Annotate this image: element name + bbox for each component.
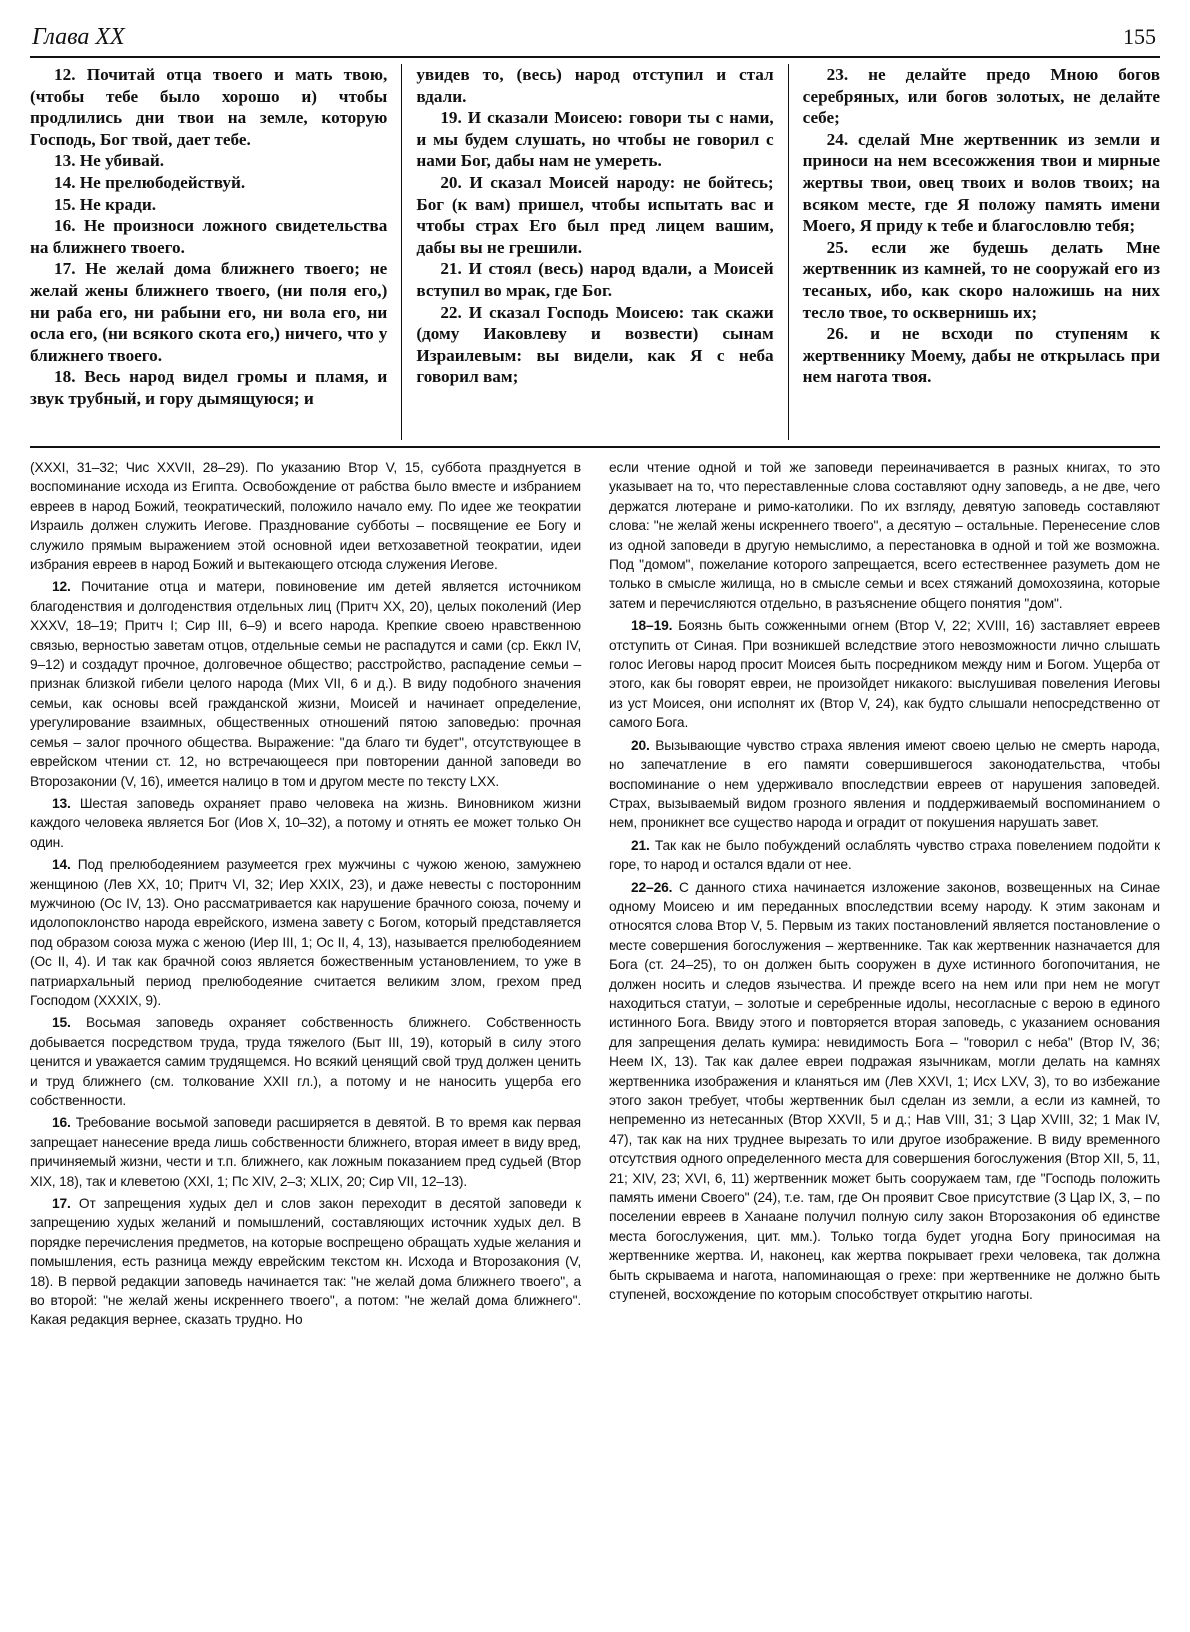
commentary-paragraph [30,1013,581,1110]
commentary-left-column [30,458,581,1618]
verse: 26. и не всходи по ступеням к жертвеннику Моему, дабы не открылась при нем нагота твоя. [802,324,1160,387]
verse-number: 18–19. [631,618,673,634]
verse: 12. Почитай отца твоего и мать твою, (чтобы тебе было хорошо и) чтобы продлились дни твои на земле, которую Господь, Бог твой, дает тебе. [30,65,388,149]
commentary-paragraph [609,836,1160,875]
section-divider [30,446,1160,448]
scripture-column-2 [401,64,788,440]
verse: 25. если же будешь делать Мне жертвенник из камней, то не сооружай его из тесаных, ибо, как скоро наложишь на них тесло твое, то осквернишь их; [802,237,1160,322]
verse: 20. И сказал Моисей народу: не бойтесь; Бог (к вам) пришел, чтобы испытать вас и чтобы страх Его был пред лицем вашим, дабы вы не грешили. [416,172,774,257]
verse-number: 21. [631,837,650,853]
verse-number: 20. [631,737,650,753]
paragraph-text: Вызывающие чувство страха явления имеют своею целью не смерть народа, но запечатление в его памяти совершившегося законодательства, чтобы воспоминание о нем удерживало впоследствии евреев от нарушения заповедей. Страх, вызываемый видом грозного явления и поддерживаемый воспоминанием о нем, проникнет все существо народа и оградит от покушения нарушать завет. [609,737,1160,831]
verse: 24. сделай Мне жертвенник из земли и приноси на нем всесожжения твои и мирные жертвы твои, овец твоих и волов твоих; на всяком месте, где Я положу память имени Моего, Я приду к тебе и благословлю тебя; [802,129,1160,236]
commentary-paragraph [609,878,1160,1305]
commentary [30,458,1160,1618]
verse: 18. Весь народ видел громы и пламя, и звук трубный, и гору дымящуюся; и [30,367,388,408]
paragraph-text: Боязнь быть сожженными огнем (Втор V, 22; XVIII, 16) заставляет евреев отступить от Синая. При возникшей вследствие этого невозможности лично слышать голос Иеговы народ просит Моисея быть посредником между ним и Богом. Ущерба от этого, как бы говорят евреи, не произойдет никакого: выслушивая повеления Иеговы из уст Моисея, они исполнят их (Втор V, 24), как будто слышали непосредственно от самого Бога. [609,618,1160,731]
verse-number: 13. [52,795,71,811]
verse: 15. Не кради. [54,194,157,214]
commentary-paragraph [609,736,1160,833]
verse-number: 14. [52,857,71,873]
commentary-paragraph [30,577,581,790]
commentary-paragraph [30,458,581,574]
commentary-paragraph [30,855,581,1010]
verse: 22. И сказал Господь Моисею: так скажи (дому Иаковлеву и возвести) сынам Израилевым: вы видели, как Я с неба говорил вам; [416,302,774,387]
paragraph-text: С данного стиха начинается изложение законов, возвещенных на Синае одному Моисею и им переданных впоследствии всему народу. К этим законам и относятся слова Втор V, 5. Первым из таких постановлений является постановление о месте совершения богослужения – жертвеннике. Так как жертвенник назначается для Бога (ст. 24–25), то он должен быть сооружен в духе истинного богопочитания, не должен носить и следов язычества. И прежде всего на нем или при нем не могут находиться статуи, – золотые и серебренные идолы, несогласные с верою в единого истинного Бога. Ввиду этого и повторяется вторая заповедь, с указанием основания для запрещения делать кумира: невидимость Бога – "говорил с неба" (Втор IV, 36; Неем IX, 13). Так как далее евреи подражая язычникам, могли делать на камнях жертвенника изображения и кланяться им (Лев XXVI, 1; Исх LXV, 3), то во избежание этого закон требует, чтобы жертвенник был сделан из земли, а если из камней, то непременно из нетесанных (Втор XXVII, 5 и д.; Нав VIII, 31; 3 Цар XVIII, 32; 1 Мак IV, 47), так как на них труднее вырезать то или другое изображение. В виду временного отсутствия одного определенного места для совершения богослужения (Втор XII, 5, 11, 21; XIV, 23; XVI, 6, 11) жертвенник может быть сооружаем там, где "Господь положить память имени Своего" (24), т.е. там, где Он проявит Свое присутствие (3 Цар IX, 3, – по поселении евреев в Ханаане получил полную силу закон Второзакония об единстве места богослужения, цит. мм.). Только тогда будет угодна Богу приносимая на жертвеннике жертва. И, наконец, как жертва покрывает грехи человека, так должна быть скрываема и нагота, напоминающая о грехе: при жертвеннике не должно быть ступеней, восхождение по которым способствует открытию наготы. [609,879,1160,1303]
verse-number: 12. [52,579,71,595]
paragraph-text: Почитание отца и матери, повиновение им детей является источником благоденствия и долгоденствия отдельных лиц (Притч XX, 20), целых поколений (Иер XXXV, 18–19; Притч I; Сир III, 6–9) и всего народа. Крепкие своею нравственною связью, верностью заветам отцов, отдельные семьи не распадутся и сами (ср. Еккл IV, 9–12) и создадут прочное, долговечное общество; расстройство, распадение семьи – признак близкой гибели целого народа (Мих VII, 6 и д.). В виду подобного значения семьи, как основы всей гражданской жизни, Моисей и начинает определение, урегулирование взаимных, общественных отношений пятою заповедью: прочная семья – залог прочного общества. Выражение: "да благо ти будет", отсутствующее в еврейском чтении ст. 12, но встречающееся при повторении данной заповеди во Второзаконии (V, 16), имеется налицо в том и другом месте по тексту LXX. [30,579,581,789]
verse-number: 16. [52,1115,71,1131]
paragraph-text: Шестая заповедь охраняет право человека на жизнь. Виновником жизни каждого человека является Бог (Иов X, 10–32), а потому и отнять ее может только Он один. [30,795,581,850]
commentary-right-column [609,458,1160,1618]
chapter-title: Глава XX [32,24,125,50]
page-number: 155 [1123,24,1156,49]
verse: 21. И стоял (весь) народ вдали, а Моисей вступил во мрак, где Бог. [416,259,774,300]
commentary-paragraph [30,1113,581,1191]
verse: 19. И сказали Моисею: говори ты с нами, и мы будем слушать, но чтобы не говорил с нами Бог, дабы нам не умереть. [416,108,774,171]
verse: 14. Не прелюбодействуй. [54,172,246,192]
verse: увидев то, (весь) народ отступил и стал вдали. [416,65,774,106]
verse: 17. Не желай дома ближнего твоего; не желай жены ближнего твоего, (ни поля его,) ни раба его, ни рабыни его, ни вола его, ни осла его, (ни всякого скота его,) ничего, что у ближнего твоего. [30,259,388,365]
verse-number: 22–26. [631,879,673,895]
verse-number: 17. [52,1196,71,1212]
scripture-column-3 [789,64,1160,440]
paragraph-text: если чтение одной и той же заповеди переиначивается в разных книгах, то это указывает на то, что переставленные слова составляют одну заповедь, а не две, чего держатся лютеране и римо-католики. По их взгляду, девятую заповедь составляют слова: "не желай жены искреннего твоего", а десятую – остальные. Перенесение слов из одной заповеди в другую немыслимо, а перестановка в одной и той же возможна. Под "домом", пожелание которого запрещается, всего естественнее разуметь дом не только в смысле жилища, но в смысле семьи и всех стяжаний домохозяина, которые затем и перечисляются отдельно, в разъяснение общего понятия "дом". [609,460,1160,611]
commentary-paragraph [30,794,581,852]
paragraph-text: Требование восьмой заповеди расширяется в девятой. В то время как первая запрещает нанесение вреда лишь собственности ближнего, вторая имеет в виду вред, причиняемый жизни, чести и т.п. ближнего, как ложным показанием пред судьей (Втор XIX, 18), так и клеветою (XXI, 1; Пс XIV, 2–3; XLIX, 20; Сир VII, 12–13). [30,1115,581,1189]
paragraph-text: От запрещения худых дел и слов закон переходит в десятой заповеди к запрещению худых желаний и помышлений, составляющих источник худых дел. В порядке перечисления предметов, на которые воспрещено обращать худые желания и помышления, есть разница между еврейским текстом кн. Исхода и Второзакония (V, 18). В первой редакции заповедь начинается так: "не желай дома ближнего твоего", а во второй: "не желай жены искреннего твоего", а потом: "не желай дома ближнего". Какая редакция вернее, сказать трудно. Но [30,1196,581,1328]
verse: 23. не делайте предо Мною богов серебряных, или богов золотых, не делайте себе; [802,65,1160,128]
scripture-column-1 [30,64,401,440]
commentary-paragraph [609,616,1160,732]
commentary-paragraph [30,1194,581,1330]
verse: 16. Не произноси ложного свидетельства на ближнего твоего. [30,216,388,257]
scripture-text [30,64,1160,440]
commentary-paragraph [609,458,1160,613]
paragraph-text: Восьмая заповедь охраняет собственность ближнего. Собственность добывается посредством труда, труда тяжелого (Быт III, 19), который в силу этого ценится и уважается самим трудящемся. Но всякий ценящий свой труд должен ценить и труд ближнего (см. толкование XXII гл.), а потому и не наносить ущерба его собственности. [30,1015,581,1108]
paragraph-text: Так как не было побуждений ослаблять чувство страха повелением подойти к горе, то народ и остался вдали от нее. [609,837,1160,873]
paragraph-text: (XXXI, 31–32; Чис XXVII, 28–29). По указанию Втор V, 15, суббота празднуется в воспоминание исхода из Египта. Освобождение от рабства было вместе и избранием евреев в народ Божий, теократический, положило начало ему. По идее же теократии Израиль должен служить Иегове. Празднование субботы – посвящение ее Богу и служило прямым выражением этой основной идеи ветхозаветной теократии, идеи избрания евреев в народ Божий и вытекающего отсюда служения Иегове. [30,460,581,573]
paragraph-text: Под прелюбодеянием разумеется грех мужчины с чужою женою, замужнею женщиною (Лев XX, 10; Притч VI, 32; Иер XXIX, 23), и даже невесты с посторонним мужчиною (Ос IV, 13). Оно рассматривается как нарушение брачного союза, почему и идолопоклонство народа еврейского, измена завету с Богом, который представляется под образом союза мужа с женою (Иер III, 1; Ос II, 4, 13), называется прелюбодеянием (Ос II, 4). И так как брачной союз является божественным установлением, то уже в патриархальный период прелюбодеяние считается великим злом, грехом пред Господом (XXXIX, 9). [30,857,581,1008]
page-header [30,22,1160,58]
verse-number: 15. [52,1015,71,1031]
verse: 13. Не убивай. [54,151,165,171]
